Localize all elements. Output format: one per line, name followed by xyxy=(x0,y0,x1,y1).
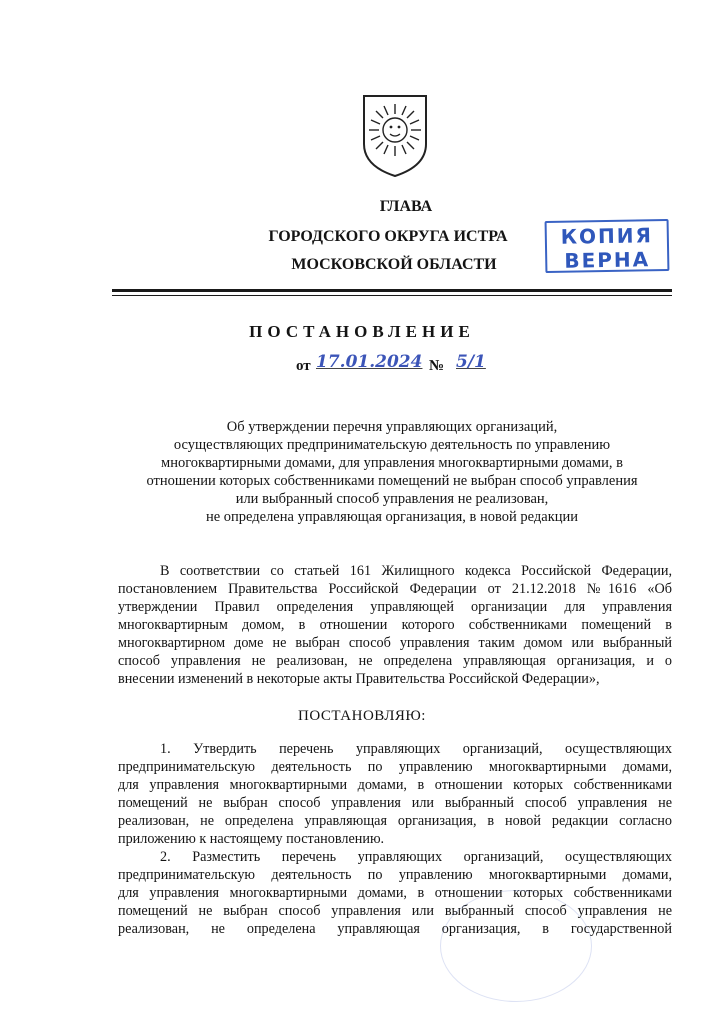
item-2-line: реализован, не определена управляющая организация, в государственной xyxy=(118,921,672,937)
title-line: осуществляющих предпринимательскую деятельность по управлению xyxy=(173,437,611,453)
coat-of-arms-icon xyxy=(360,92,430,178)
title-line: или выбранный способ управления не реализован, xyxy=(235,491,549,507)
item-1-line: приложению к настоящему постановлению. xyxy=(118,831,385,847)
item-2-line: 2. Разместить перечень управляющих организаций, осуществляющих xyxy=(160,849,672,865)
item-1-line: помещений не выбран способ управления или выбранный способ управления не xyxy=(118,795,672,811)
preamble-line: постановлением Правительства Российской Федерации от 21.12.2018 №1616 «Об xyxy=(118,581,672,597)
preamble-line: утверждении Правил определения управляющей организации для управления xyxy=(118,599,672,615)
stamp-line-1: КОПИЯ xyxy=(560,223,654,249)
copy-certified-stamp xyxy=(545,219,670,273)
item-1-line: 1. Утвердить перечень управляющих организаций, осуществляющих xyxy=(160,741,672,757)
date-from-label: от xyxy=(296,358,311,374)
header-divider-thin xyxy=(112,295,672,296)
item-1-line: предпринимательскую деятельность по управлению многоквартирными домами, xyxy=(118,759,672,775)
title-line: многоквартирными домами, для управления многоквартирными домами, в xyxy=(161,455,623,471)
title-line: не определена управляющая организация, в новой редакции xyxy=(205,509,579,525)
item-2-line: предпринимательскую деятельность по управлению многоквартирными домами, xyxy=(118,867,672,883)
preamble-line: В соответствии со статьей 161 Жилищного кодекса Российской Федерации, xyxy=(160,563,672,579)
faint-seal-impression xyxy=(440,890,592,1002)
preamble-line: способ управления не реализован, не определена управляющая организация, и о xyxy=(118,653,672,669)
title-line: Об утверждении перечня управляющих организаций, xyxy=(226,419,558,435)
item-2-line: помещений не выбран способ управления или выбранный способ управления не xyxy=(118,903,672,919)
item-2-paragraph xyxy=(118,848,672,938)
number-label: № xyxy=(429,358,445,374)
stamp-line-2: ВЕРНА xyxy=(564,247,651,273)
item-1-line: реализован, не определена управляющая организация, в новой редакции согласно xyxy=(118,813,672,829)
handwritten-date: 17.01.2024 xyxy=(316,352,423,372)
decree-word: ПОСТАНОВЛЯЮ: xyxy=(298,708,426,724)
header-region: МОСКОВСКОЙ ОБЛАСТИ xyxy=(291,256,497,273)
header-divider-thick xyxy=(112,289,672,292)
item-2-line: для управления многоквартирными домами, в отношении которых собственниками xyxy=(118,885,672,901)
document-title xyxy=(112,418,672,526)
document-type: ПОСТАНОВЛЕНИЕ xyxy=(249,322,475,341)
preamble-line: многоквартирном доме не выбран способ управления таким домом или выбранный xyxy=(118,635,672,651)
title-line: отношении которых собственниками помещений не выбран способ управления xyxy=(146,473,638,489)
item-1-line: для управления многоквартирными домами, в отношении которых собственниками xyxy=(118,777,672,793)
preamble-line: внесении изменений в некоторые акты Правительства Российской Федерации», xyxy=(118,671,600,687)
header-title: ГЛАВА xyxy=(379,198,433,215)
preamble-paragraph xyxy=(118,562,672,688)
header-district: ГОРОДСКОГО ОКРУГА ИСТРА xyxy=(268,228,508,245)
item-1-paragraph xyxy=(118,740,672,848)
handwritten-number: 5/1 xyxy=(456,352,486,372)
preamble-line: многоквартирным домом, в отношении которого собственниками помещений в xyxy=(118,617,672,633)
